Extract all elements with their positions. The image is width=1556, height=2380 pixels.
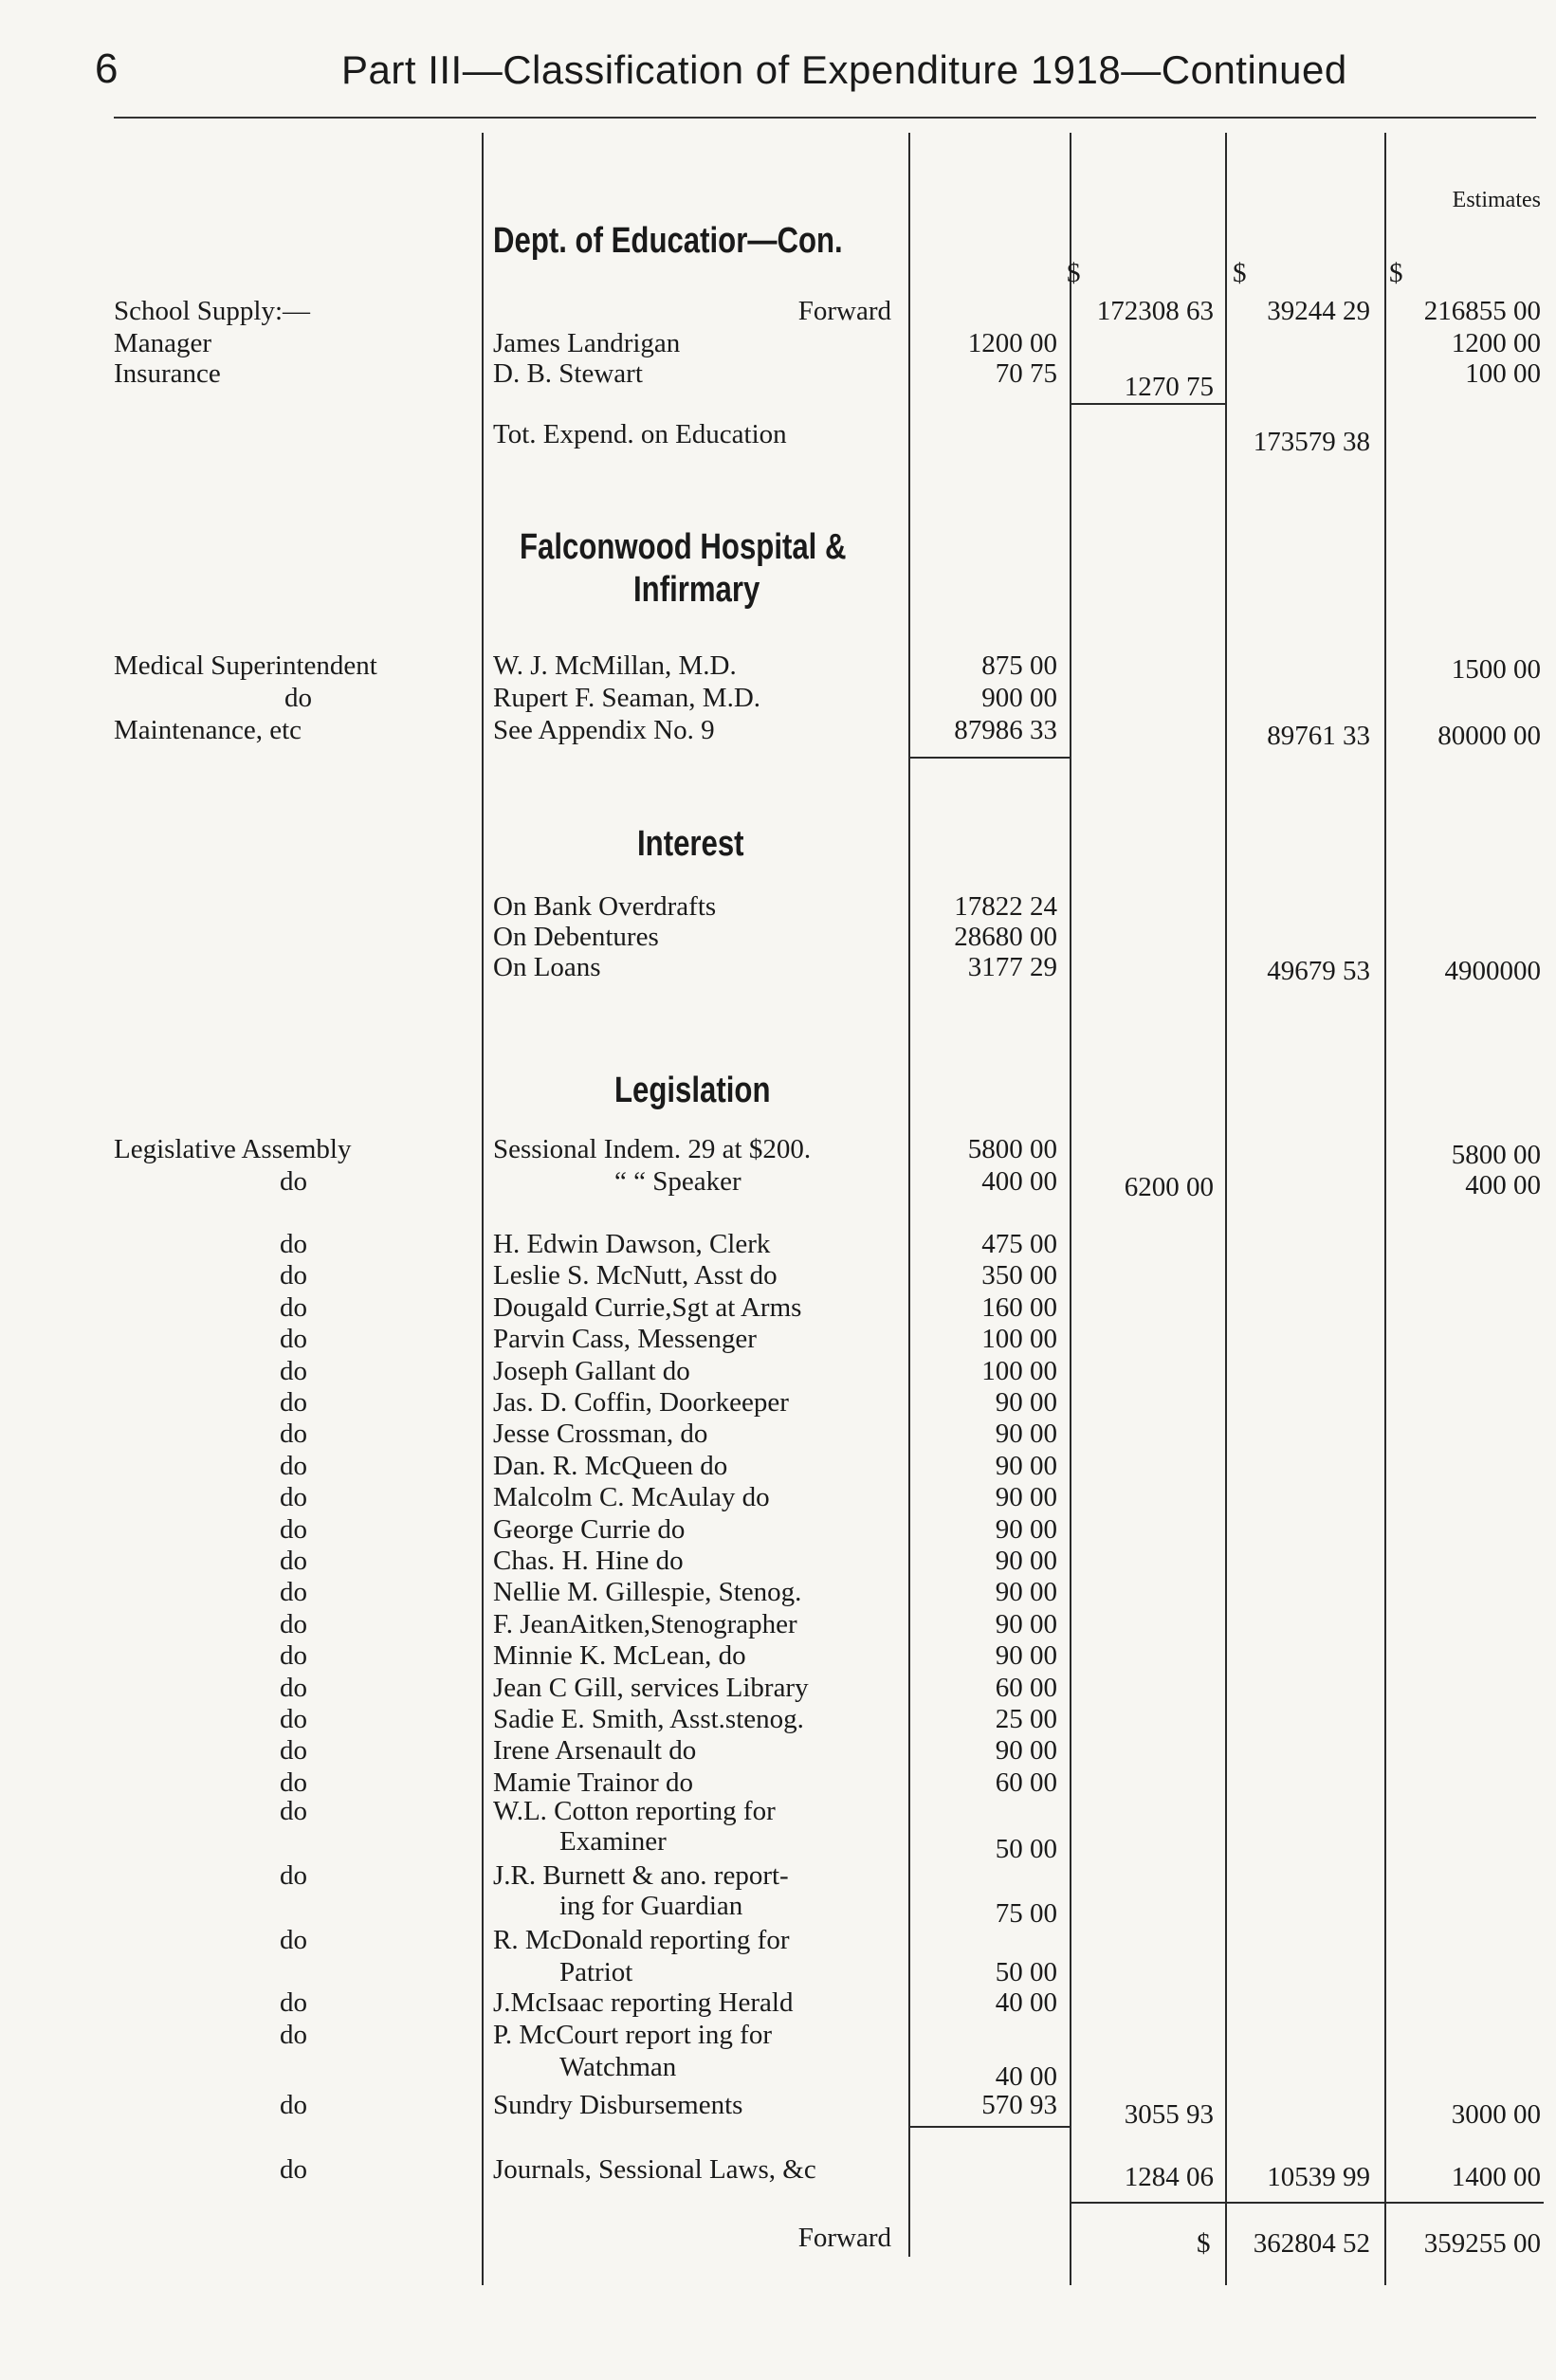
row-label: do xyxy=(280,1925,307,1955)
row-c4: 3000 00 xyxy=(1451,2099,1541,2130)
row-c1: 350 00 xyxy=(981,1260,1057,1291)
row-c1: 3177 29 xyxy=(967,952,1057,982)
row-label: do xyxy=(280,1514,307,1545)
row-desc: W. J. McMillan, M.D. xyxy=(493,650,737,681)
row-label: do xyxy=(280,1324,307,1354)
row-desc: P. McCourt report ing for xyxy=(493,2020,772,2050)
row-desc: Leslie S. McNutt, Asst do xyxy=(493,1260,778,1291)
row-desc: Dan. R. McQueen do xyxy=(493,1451,728,1481)
section-heading-legislation: Legislation xyxy=(614,1071,771,1110)
row-desc: Malcolm C. McAulay do xyxy=(493,1482,770,1512)
row-label: Insurance xyxy=(114,358,221,389)
row-c1: 90 00 xyxy=(995,1609,1057,1639)
row-label: Manager xyxy=(114,328,212,358)
header-rule xyxy=(114,117,1536,119)
row-c1: 100 00 xyxy=(981,1356,1057,1386)
row-desc: W.L. Cotton reporting for xyxy=(493,1796,776,1826)
page-title: Part III—Classification of Expenditure 1918—Continued xyxy=(341,47,1347,92)
row-label: do xyxy=(280,1546,307,1576)
row-c1: 87986 33 xyxy=(954,715,1057,745)
row-desc: Parvin Cass, Messenger xyxy=(493,1324,757,1354)
row-c4: 5800 00 xyxy=(1451,1140,1541,1170)
row-desc: Rupert F. Seaman, M.D. xyxy=(493,683,761,713)
row-desc: Irene Arsenault do xyxy=(493,1735,697,1766)
section-heading-hospital: Falconwood Hospital & xyxy=(520,527,847,567)
row-c1: 475 00 xyxy=(981,1229,1057,1259)
row-c4: 400 00 xyxy=(1465,1170,1541,1200)
column-rule-2 xyxy=(1070,133,1071,2285)
section-heading-hospital-2: Infirmary xyxy=(633,570,760,610)
row-label: do xyxy=(280,1577,307,1607)
row-c4: 1400 00 xyxy=(1451,2162,1541,2192)
row-desc-cont: ing for Guardian xyxy=(559,1891,743,1921)
row-c1: 160 00 xyxy=(981,1292,1057,1323)
row-label: do xyxy=(280,1451,307,1481)
total-c3: 173579 38 xyxy=(1253,427,1370,457)
total-c3: 49679 53 xyxy=(1267,956,1370,986)
row-desc-cont: Examiner xyxy=(559,1826,667,1857)
row-desc-cont: Patriot xyxy=(559,1957,633,1987)
row-desc: Jas. D. Coffin, Doorkeeper xyxy=(493,1387,789,1418)
row-c1: 875 00 xyxy=(981,650,1057,681)
row-label: do xyxy=(280,1609,307,1639)
total-rule xyxy=(1070,2202,1544,2204)
subtotal-rule xyxy=(908,2126,1070,2128)
currency-mark-c2: $ xyxy=(1067,258,1081,288)
row-c1: 40 00 xyxy=(995,1987,1057,2018)
row-c2: 6200 00 xyxy=(1124,1172,1214,1202)
row-desc: Chas. H. Hine do xyxy=(493,1546,684,1576)
forward-c2: 172308 63 xyxy=(1096,296,1214,326)
row-c1: 60 00 xyxy=(995,1673,1057,1703)
row-label: Legislative Assembly xyxy=(114,1134,352,1164)
row-desc: On Loans xyxy=(493,952,601,982)
row-desc: F. JeanAitken,Stenographer xyxy=(493,1609,797,1639)
row-desc: Minnie K. McLean, do xyxy=(493,1640,746,1671)
row-desc: R. McDonald reporting for xyxy=(493,1925,790,1955)
footer-currency: $ xyxy=(1197,2228,1211,2259)
row-label: School Supply:— xyxy=(114,296,311,326)
row-desc: Jean C Gill, services Library xyxy=(493,1673,809,1703)
row-c4: 1500 00 xyxy=(1451,654,1541,685)
column-rule-desc xyxy=(482,133,484,2285)
row-c1: 75 00 xyxy=(995,1898,1057,1929)
row-desc: James Landrigan xyxy=(493,328,681,358)
row-desc: Mamie Trainor do xyxy=(493,1767,694,1798)
footer-forward-label: Forward xyxy=(797,2223,891,2253)
footer-c3: 362804 52 xyxy=(1253,2228,1370,2259)
row-label: do xyxy=(280,1640,307,1671)
forward-label: Forward xyxy=(797,296,891,326)
row-c2: 1270 75 xyxy=(1124,372,1214,402)
row-label: Maintenance, etc xyxy=(114,715,302,745)
column-rule-4 xyxy=(1384,133,1386,2285)
row-desc: On Debentures xyxy=(493,922,659,952)
row-desc: “ “ Speaker xyxy=(614,1166,741,1197)
row-desc: Sessional Indem. 29 at $200. xyxy=(493,1134,812,1164)
row-label: do xyxy=(280,1987,307,2018)
row-c2: 3055 93 xyxy=(1124,2099,1214,2130)
row-label: do xyxy=(280,1387,307,1418)
row-c1: 50 00 xyxy=(995,1834,1057,1864)
row-desc: J.McIsaac reporting Herald xyxy=(493,1987,794,2018)
row-c1: 400 00 xyxy=(981,1166,1057,1197)
row-label: do xyxy=(280,1482,307,1512)
row-c1: 28680 00 xyxy=(954,922,1057,952)
row-desc: D. B. Stewart xyxy=(493,358,643,389)
row-c4: 100 00 xyxy=(1465,358,1541,389)
row-c1: 570 93 xyxy=(981,2090,1057,2120)
row-label: Medical Superintendent xyxy=(114,650,377,681)
row-label: do xyxy=(280,1673,307,1703)
row-c1: 70 75 xyxy=(995,358,1057,389)
row-desc: J.R. Burnett & ano. report- xyxy=(493,1860,789,1891)
row-desc: Sundry Disbursements xyxy=(493,2090,743,2120)
row-desc-cont: Watchman xyxy=(559,2052,677,2082)
row-label: do xyxy=(280,1419,307,1449)
row-label: do xyxy=(280,1735,307,1766)
row-label: do xyxy=(280,2090,307,2120)
forward-c3: 39244 29 xyxy=(1267,296,1370,326)
forward-c4: 216855 00 xyxy=(1423,296,1541,326)
section-heading-interest: Interest xyxy=(637,824,744,864)
row-c1: 50 00 xyxy=(995,1957,1057,1987)
row-c1: 60 00 xyxy=(995,1767,1057,1798)
section-heading-education: Dept. of Educatior—Con. xyxy=(493,221,843,261)
row-label: do xyxy=(280,1166,307,1197)
row-desc: George Currie do xyxy=(493,1514,686,1545)
row-c1: 25 00 xyxy=(995,1704,1057,1734)
subtotal-rule xyxy=(1070,403,1225,405)
row-c1: 5800 00 xyxy=(967,1134,1057,1164)
row-c1: 90 00 xyxy=(995,1387,1057,1418)
row-c1: 1200 00 xyxy=(967,328,1057,358)
row-desc: Nellie M. Gillespie, Stenog. xyxy=(493,1577,802,1607)
row-desc: See Appendix No. 9 xyxy=(493,715,715,745)
row-label: do xyxy=(280,1260,307,1291)
row-c1: 90 00 xyxy=(995,1640,1057,1671)
row-label: do xyxy=(280,1292,307,1323)
row-desc: Jesse Crossman, do xyxy=(493,1419,708,1449)
row-c1: 40 00 xyxy=(995,2061,1057,2092)
row-label: do xyxy=(284,683,312,713)
row-desc: Dougald Currie,Sgt at Arms xyxy=(493,1292,802,1323)
row-c1: 90 00 xyxy=(995,1577,1057,1607)
row-label: do xyxy=(280,1860,307,1891)
row-c3: 89761 33 xyxy=(1267,721,1370,751)
row-c1: 90 00 xyxy=(995,1735,1057,1766)
footer-c4: 359255 00 xyxy=(1423,2228,1541,2259)
row-label: do xyxy=(280,1704,307,1734)
row-c3: 10539 99 xyxy=(1267,2162,1370,2192)
row-c4: 80000 00 xyxy=(1437,721,1541,751)
row-desc: Sadie E. Smith, Asst.stenog. xyxy=(493,1704,804,1734)
row-c4: 1200 00 xyxy=(1451,328,1541,358)
row-c1: 90 00 xyxy=(995,1514,1057,1545)
row-c1: 90 00 xyxy=(995,1419,1057,1449)
estimates-label: Estimates xyxy=(1452,188,1541,212)
row-label: do xyxy=(280,2020,307,2050)
subtotal-rule xyxy=(908,757,1070,759)
row-label: do xyxy=(280,2154,307,2185)
row-c1: 17822 24 xyxy=(954,891,1057,922)
row-desc: Journals, Sessional Laws, &c xyxy=(493,2154,816,2185)
row-c2: 1284 06 xyxy=(1124,2162,1214,2192)
row-c1: 90 00 xyxy=(995,1451,1057,1481)
row-c1: 90 00 xyxy=(995,1482,1057,1512)
row-label: do xyxy=(280,1356,307,1386)
row-label: do xyxy=(280,1796,307,1826)
page-number: 6 xyxy=(95,46,119,92)
total-c4: 4900000 xyxy=(1444,956,1541,986)
row-label: do xyxy=(280,1229,307,1259)
row-desc: H. Edwin Dawson, Clerk xyxy=(493,1229,771,1259)
row-label: do xyxy=(280,1767,307,1798)
row-c1: 900 00 xyxy=(981,683,1057,713)
row-desc: On Bank Overdrafts xyxy=(493,891,717,922)
row-desc: Joseph Gallant do xyxy=(493,1356,690,1386)
row-c1: 100 00 xyxy=(981,1324,1057,1354)
row-c1: 90 00 xyxy=(995,1546,1057,1576)
currency-mark-c3: $ xyxy=(1233,258,1247,288)
currency-mark-c4: $ xyxy=(1389,258,1403,288)
total-label: Tot. Expend. on Education xyxy=(493,419,787,449)
